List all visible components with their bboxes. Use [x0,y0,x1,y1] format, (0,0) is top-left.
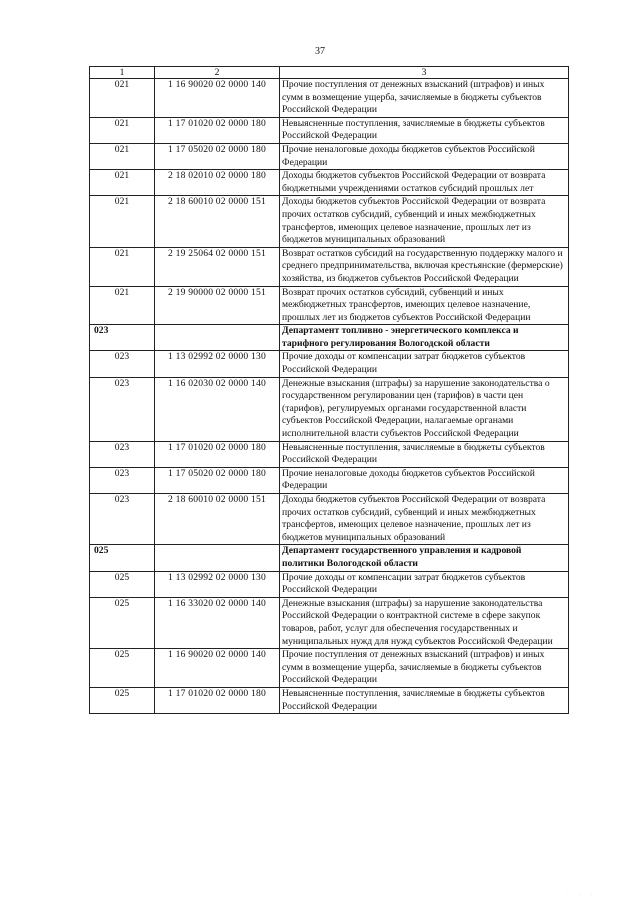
revenue-name-cell: Департамент топливно - энергетического комплекса и тарифного регулирования Вологодской области [280,325,569,351]
revenue-name-cell: Доходы бюджетов субъектов Российской Федерации от возврата бюджетными учреждениями остатков субсидий прошлых лет [280,170,569,196]
table-row [90,247,569,286]
admin-code-cell: 023 [90,325,155,351]
scan-edge-mark: · · · [567,892,596,898]
revenue-name-cell: Денежные взыскания (штрафы) за нарушение законодательства Российской Федерации о контрактной системе в сфере закупок товаров, работ, услуг для обеспечения государственных и муниципальных нужд для нужд субъектов Российской Федерации [280,597,569,648]
revenue-code-cell [155,325,280,351]
table-row [90,649,569,688]
revenue-name-cell: Невыясненные поступления, зачисляемые в бюджеты субъектов Российской Федерации [280,687,569,713]
revenue-name-cell: Прочие неналоговые доходы бюджетов субъектов Российской Федерации [280,467,569,493]
revenue-codes-table [89,66,569,714]
table-row [90,79,569,118]
revenue-code-cell: 1 17 01020 02 0000 180 [155,687,280,713]
column-header-2: 2 [155,67,280,79]
revenue-name-cell: Прочие поступления от денежных взысканий (штрафов) и иных сумм в возмещение ущерба, зачисляемые в бюджеты субъектов Российской Федерации [280,79,569,118]
admin-code-cell: 025 [90,571,155,597]
page-number: 37 [315,46,325,57]
table-body [90,79,569,714]
table-row [90,441,569,467]
department-header-row [90,545,569,571]
admin-code-cell: 025 [90,687,155,713]
table-row [90,467,569,493]
table-row [90,597,569,648]
revenue-name-cell: Департамент государственного управления и кадровой политики Вологодской области [280,545,569,571]
admin-code-cell: 021 [90,143,155,169]
revenue-code-cell: 1 13 02992 02 0000 130 [155,351,280,377]
table-row [90,143,569,169]
admin-code-cell: 021 [90,79,155,118]
table-row [90,117,569,143]
table-row [90,687,569,713]
revenue-code-cell: 1 16 90020 02 0000 140 [155,649,280,688]
revenue-code-cell: 1 16 90020 02 0000 140 [155,79,280,118]
revenue-name-cell: Прочие доходы от компенсации затрат бюджетов субъектов Российской Федерации [280,571,569,597]
revenue-name-cell: Денежные взыскания (штрафы) за нарушение законодательства о государственном регулировании цен (тарифов) в части цен (тарифов), регулируемых органами государственной власти субъектов Российской Федерации, налагаемые органами исполнительной власти субъектов Российской Федерации [280,377,569,441]
admin-code-cell: 023 [90,377,155,441]
admin-code-cell: 023 [90,467,155,493]
table-row [90,170,569,196]
revenue-code-cell: 2 19 25064 02 0000 151 [155,247,280,286]
table-row [90,571,569,597]
admin-code-cell: 023 [90,351,155,377]
admin-code-cell: 021 [90,117,155,143]
revenue-name-cell: Невыясненные поступления, зачисляемые в бюджеты субъектов Российской Федерации [280,441,569,467]
revenue-code-cell: 2 18 60010 02 0000 151 [155,196,280,247]
revenue-name-cell: Возврат остатков субсидий на государственную поддержку малого и среднего предпринимательства, включая крестьянские (фермерские) хозяйства, из бюджетов субъектов Российской Федерации [280,247,569,286]
admin-code-cell: 021 [90,247,155,286]
revenue-code-cell: 2 19 90000 02 0000 151 [155,286,280,325]
admin-code-cell: 025 [90,545,155,571]
revenue-code-cell [155,545,280,571]
revenue-name-cell: Прочие поступления от денежных взысканий (штрафов) и иных сумм в возмещение ущерба, зачисляемые в бюджеты субъектов Российской Федерации [280,649,569,688]
revenue-name-cell: Доходы бюджетов субъектов Российской Федерации от возврата прочих остатков субсидий, субвенций и иных межбюджетных трансфертов, имеющих целевое назначение, прошлых лет из бюджетов муниципальных образований [280,494,569,545]
revenue-code-cell: 1 17 05020 02 0000 180 [155,143,280,169]
table-row [90,196,569,247]
revenue-code-cell: 2 18 02010 02 0000 180 [155,170,280,196]
revenue-name-cell: Доходы бюджетов субъектов Российской Федерации от возврата прочих остатков субсидий, субвенций и иных межбюджетных трансфертов, имеющих целевое назначение, прошлых лет из бюджетов муниципальных образований [280,196,569,247]
table-row [90,351,569,377]
admin-code-cell: 025 [90,649,155,688]
revenue-code-cell: 1 13 02992 02 0000 130 [155,571,280,597]
admin-code-cell: 025 [90,597,155,648]
table-row [90,286,569,325]
revenue-code-cell: 1 17 01020 02 0000 180 [155,117,280,143]
department-header-row [90,325,569,351]
table-row [90,377,569,441]
table-header-row [90,67,569,79]
admin-code-cell: 023 [90,494,155,545]
revenue-name-cell: Невыясненные поступления, зачисляемые в бюджеты субъектов Российской Федерации [280,117,569,143]
column-header-1: 1 [90,67,155,79]
revenue-code-cell: 2 18 60010 02 0000 151 [155,494,280,545]
revenue-name-cell: Прочие доходы от компенсации затрат бюджетов субъектов Российской Федерации [280,351,569,377]
admin-code-cell: 023 [90,441,155,467]
revenue-code-cell: 1 17 01020 02 0000 180 [155,441,280,467]
admin-code-cell: 021 [90,170,155,196]
revenue-code-cell: 1 16 33020 02 0000 140 [155,597,280,648]
revenue-code-cell: 1 17 05020 02 0000 180 [155,467,280,493]
revenue-name-cell: Возврат прочих остатков субсидий, субвенций и иных межбюджетных трансфертов, имеющих целевое назначение, прошлых лет из бюджетов субъектов Российской Федерации [280,286,569,325]
revenue-code-cell: 1 16 02030 02 0000 140 [155,377,280,441]
admin-code-cell: 021 [90,196,155,247]
column-header-3: 3 [280,67,569,79]
admin-code-cell: 021 [90,286,155,325]
revenue-name-cell: Прочие неналоговые доходы бюджетов субъектов Российской Федерации [280,143,569,169]
table-row [90,494,569,545]
